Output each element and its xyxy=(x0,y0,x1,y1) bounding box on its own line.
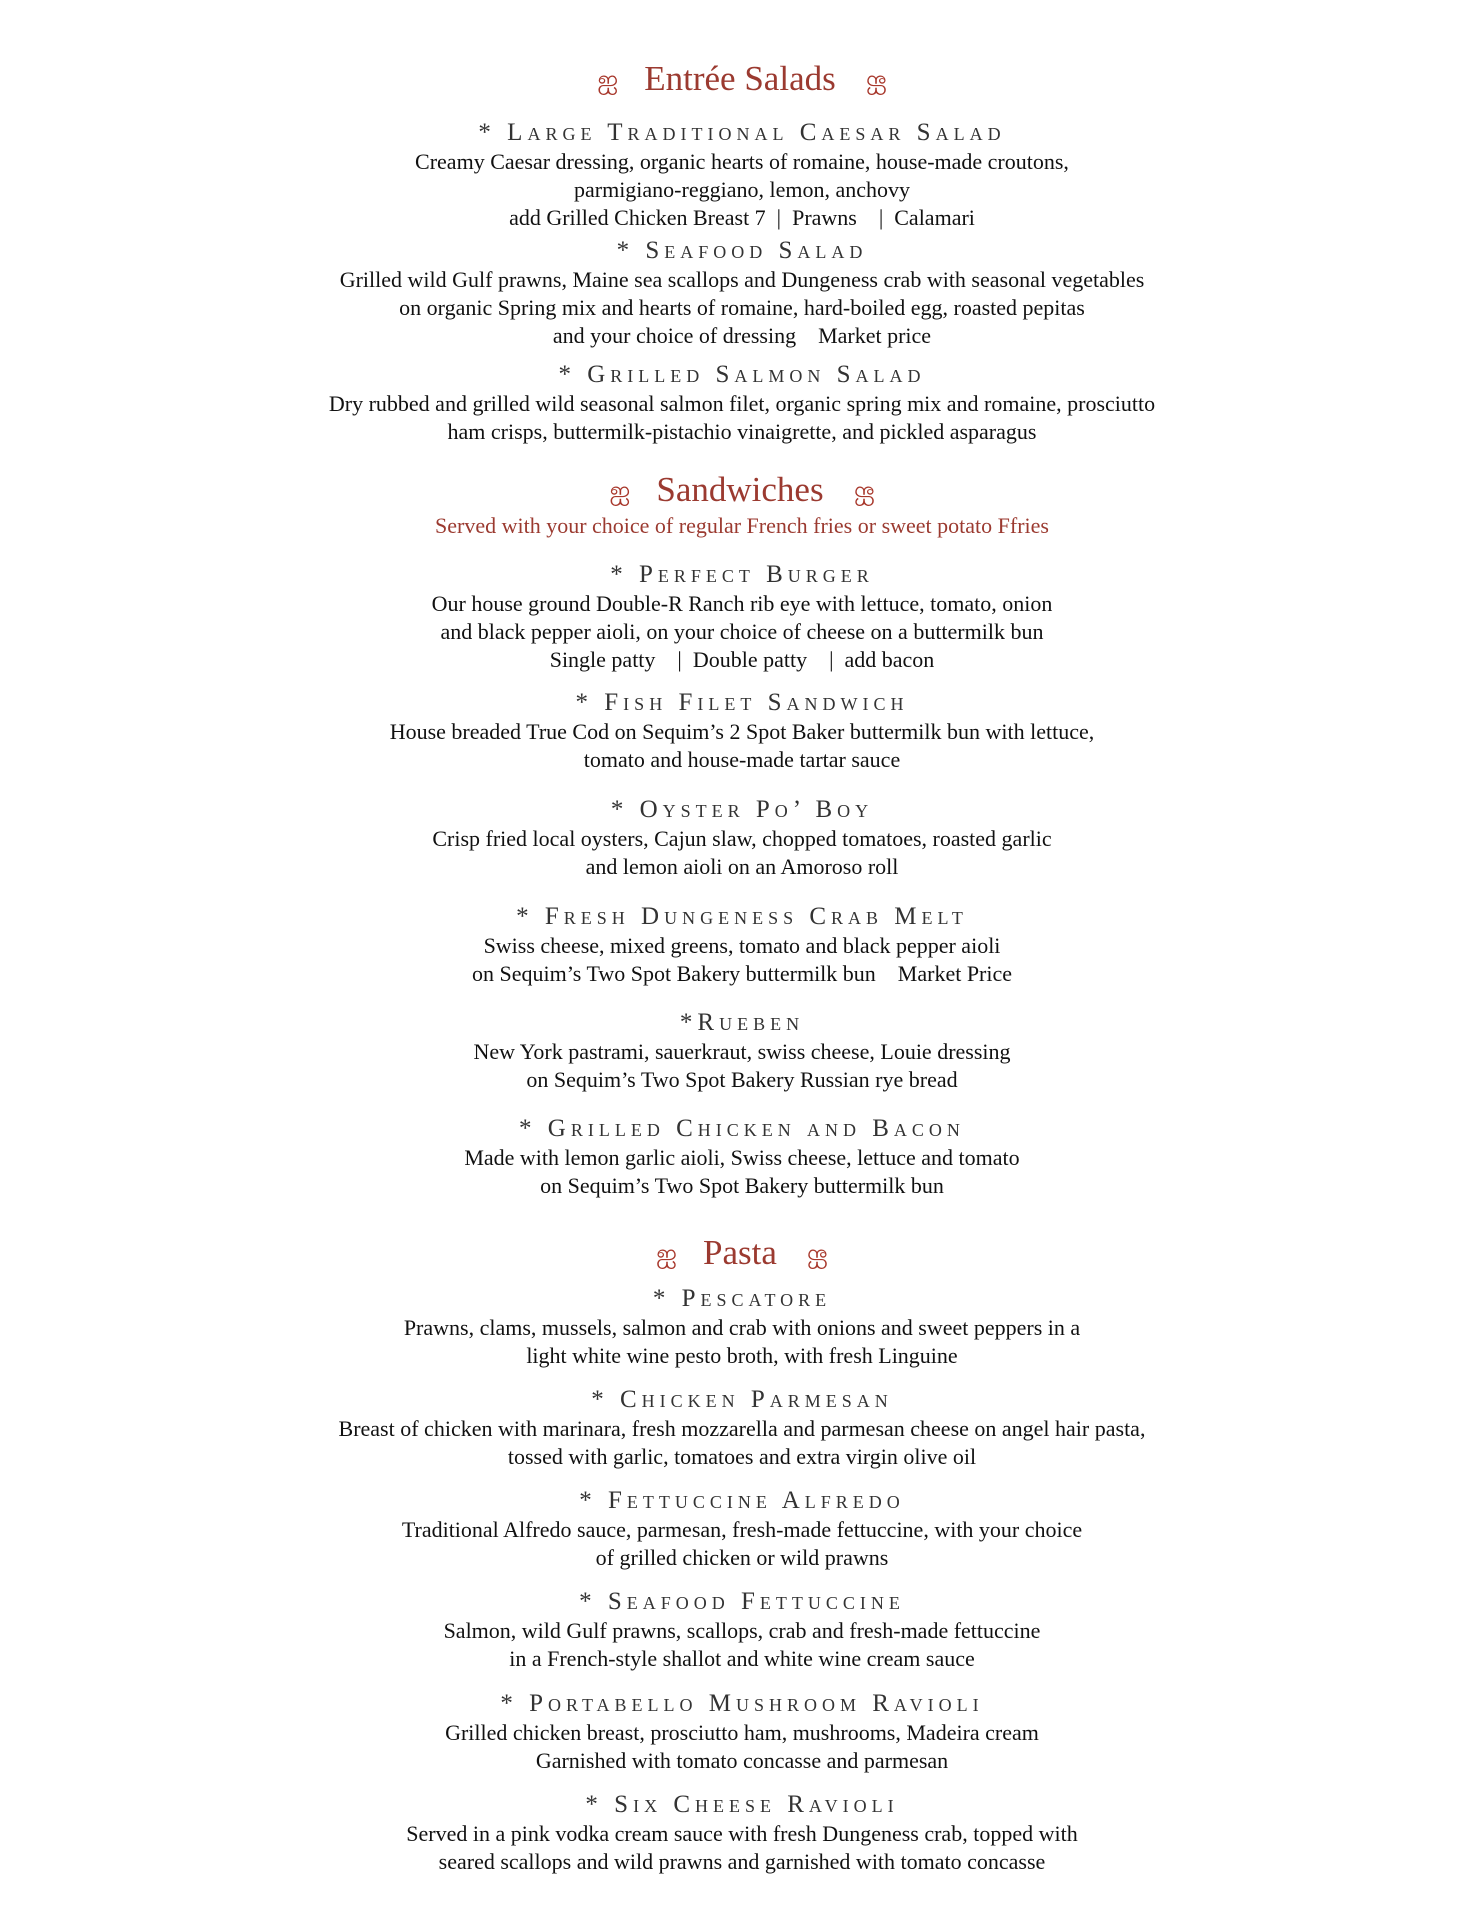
menu-item xyxy=(0,1008,1484,1094)
item-title: * Chicken Parmesan xyxy=(591,1386,893,1413)
item-title: *Rueben xyxy=(679,1009,805,1036)
scroll-ornament-left-icon: ஐ xyxy=(609,475,631,505)
section-heading-sandwiches xyxy=(0,470,1484,513)
scroll-ornament-right-icon: ஐ xyxy=(865,64,887,94)
item-desc-line: Breast of chicken with marinara, fresh mozzarella and parmesan cheese on angel hair pasta, xyxy=(338,1416,1146,1441)
menu-item xyxy=(0,1284,1484,1370)
scroll-ornament-left-icon: ஐ xyxy=(656,1238,678,1268)
item-desc-line: and your choice of dressing Market price xyxy=(552,323,932,348)
item-title: * Six Cheese Ravioli xyxy=(585,1791,899,1818)
item-desc-line: House breaded True Cod on Sequim’s 2 Spot Baker buttermilk bun with lettuce, xyxy=(389,719,1095,744)
item-title: * Oyster Po’ Boy xyxy=(610,796,874,823)
item-desc-line: tomato and house-made tartar sauce xyxy=(583,747,901,772)
item-desc-line: light white wine pesto broth, with fresh Linguine xyxy=(526,1343,958,1368)
section-heading-pasta xyxy=(0,1233,1484,1276)
section-title: Pasta xyxy=(703,1233,777,1272)
item-title: * Fish Filet Sandwich xyxy=(575,689,909,716)
menu-item xyxy=(0,1790,1484,1876)
scroll-ornament-right-icon: ஐ xyxy=(806,1238,828,1268)
item-desc-line: Crisp fried local oysters, Cajun slaw, chopped tomatoes, roasted garlic xyxy=(432,826,1052,851)
item-desc-line: ham crisps, buttermilk-pistachio vinaigrette, and pickled asparagus xyxy=(447,419,1037,444)
item-title: * Grilled Chicken and Bacon xyxy=(519,1115,965,1142)
item-desc-line: seared scallops and wild prawns and garnished with tomato concasse xyxy=(438,1849,1046,1874)
item-desc-line: Creamy Caesar dressing, organic hearts of romaine, house-made croutons, xyxy=(415,149,1069,174)
section-subtitle: Served with your choice of regular French fries or sweet potato Ffries xyxy=(435,513,1049,538)
item-title: * Pescatore xyxy=(652,1285,832,1312)
section-title: Entrée Salads xyxy=(644,59,836,98)
item-desc-line: tossed with garlic, tomatoes and extra virgin olive oil xyxy=(507,1444,977,1469)
item-desc-line: Swiss cheese, mixed greens, tomato and black pepper aioli xyxy=(483,933,1001,958)
menu-item xyxy=(0,360,1484,446)
item-desc-line: in a French-style shallot and white wine cream sauce xyxy=(509,1646,975,1671)
item-title: * Seafood Salad xyxy=(616,237,868,264)
item-desc-line: Grilled chicken breast, prosciutto ham, mushrooms, Madeira cream xyxy=(445,1720,1039,1745)
item-desc-line: and lemon aioli on an Amoroso roll xyxy=(585,854,899,879)
menu-item xyxy=(0,236,1484,350)
item-desc-line: Single patty | Double patty | add bacon xyxy=(549,647,935,672)
item-desc-line: Made with lemon garlic aioli, Swiss cheese, lettuce and tomato xyxy=(464,1145,1020,1170)
item-desc-line: on Sequim’s Two Spot Bakery Russian rye bread xyxy=(526,1067,958,1092)
menu-item xyxy=(0,560,1484,674)
item-desc-line: Garnished with tomato concasse and parmesan xyxy=(535,1748,949,1773)
item-title: * Perfect Burger xyxy=(610,561,874,588)
menu-item xyxy=(0,1587,1484,1673)
menu-item xyxy=(0,1114,1484,1200)
item-desc-line: Traditional Alfredo sauce, parmesan, fresh-made fettuccine, with your choice xyxy=(401,1517,1083,1542)
menu-item xyxy=(0,118,1484,232)
menu-item xyxy=(0,688,1484,774)
menu-item xyxy=(0,902,1484,988)
menu-item xyxy=(0,795,1484,881)
item-title: * Fresh Dungeness Crab Melt xyxy=(516,903,968,930)
section-heading-entree-salads xyxy=(0,59,1484,102)
item-title: * Large Traditional Caesar Salad xyxy=(478,119,1006,146)
item-title: * Portabello Mushroom Ravioli xyxy=(500,1690,984,1717)
scroll-ornament-right-icon: ஐ xyxy=(853,475,875,505)
item-desc-line: of grilled chicken or wild prawns xyxy=(595,1545,889,1570)
item-desc-line: Dry rubbed and grilled wild seasonal salmon filet, organic spring mix and romaine, prosciutto xyxy=(328,391,1156,416)
item-desc-line: Served in a pink vodka cream sauce with fresh Dungeness crab, topped with xyxy=(406,1821,1078,1846)
menu-item xyxy=(0,1385,1484,1471)
item-desc-line: Salmon, wild Gulf prawns, scallops, crab and fresh-made fettuccine xyxy=(443,1618,1041,1643)
item-desc-line: parmigiano-reggiano, lemon, anchovy xyxy=(573,177,910,202)
item-desc-line: Prawns, clams, mussels, salmon and crab with onions and sweet peppers in a xyxy=(403,1315,1081,1340)
item-title: * Seafood Fettuccine xyxy=(579,1588,905,1615)
item-desc-line: and black pepper aioli, on your choice of cheese on a buttermilk bun xyxy=(440,619,1044,644)
item-title: * Fettuccine Alfredo xyxy=(579,1487,905,1514)
section-title: Sandwiches xyxy=(656,470,824,509)
item-desc-line: add Grilled Chicken Breast 7 | Prawns | Calamari xyxy=(509,205,975,230)
item-title: * Grilled Salmon Salad xyxy=(558,361,926,388)
item-desc-line: New York pastrami, sauerkraut, swiss cheese, Louie dressing xyxy=(473,1039,1011,1064)
item-desc-line: on organic Spring mix and hearts of romaine, hard-boiled egg, roasted pepitas xyxy=(399,295,1085,320)
scroll-ornament-left-icon: ஐ xyxy=(597,64,619,94)
item-desc-line: Our house ground Double-R Ranch rib eye with lettuce, tomato, onion xyxy=(431,591,1053,616)
menu-item xyxy=(0,1689,1484,1775)
item-desc-line: Grilled wild Gulf prawns, Maine sea scallops and Dungeness crab with seasonal vegetables xyxy=(339,267,1145,292)
item-desc-line: on Sequim’s Two Spot Bakery buttermilk bun Market Price xyxy=(471,961,1013,986)
item-desc-line: on Sequim’s Two Spot Bakery buttermilk bun xyxy=(540,1173,944,1198)
menu-item xyxy=(0,1486,1484,1572)
